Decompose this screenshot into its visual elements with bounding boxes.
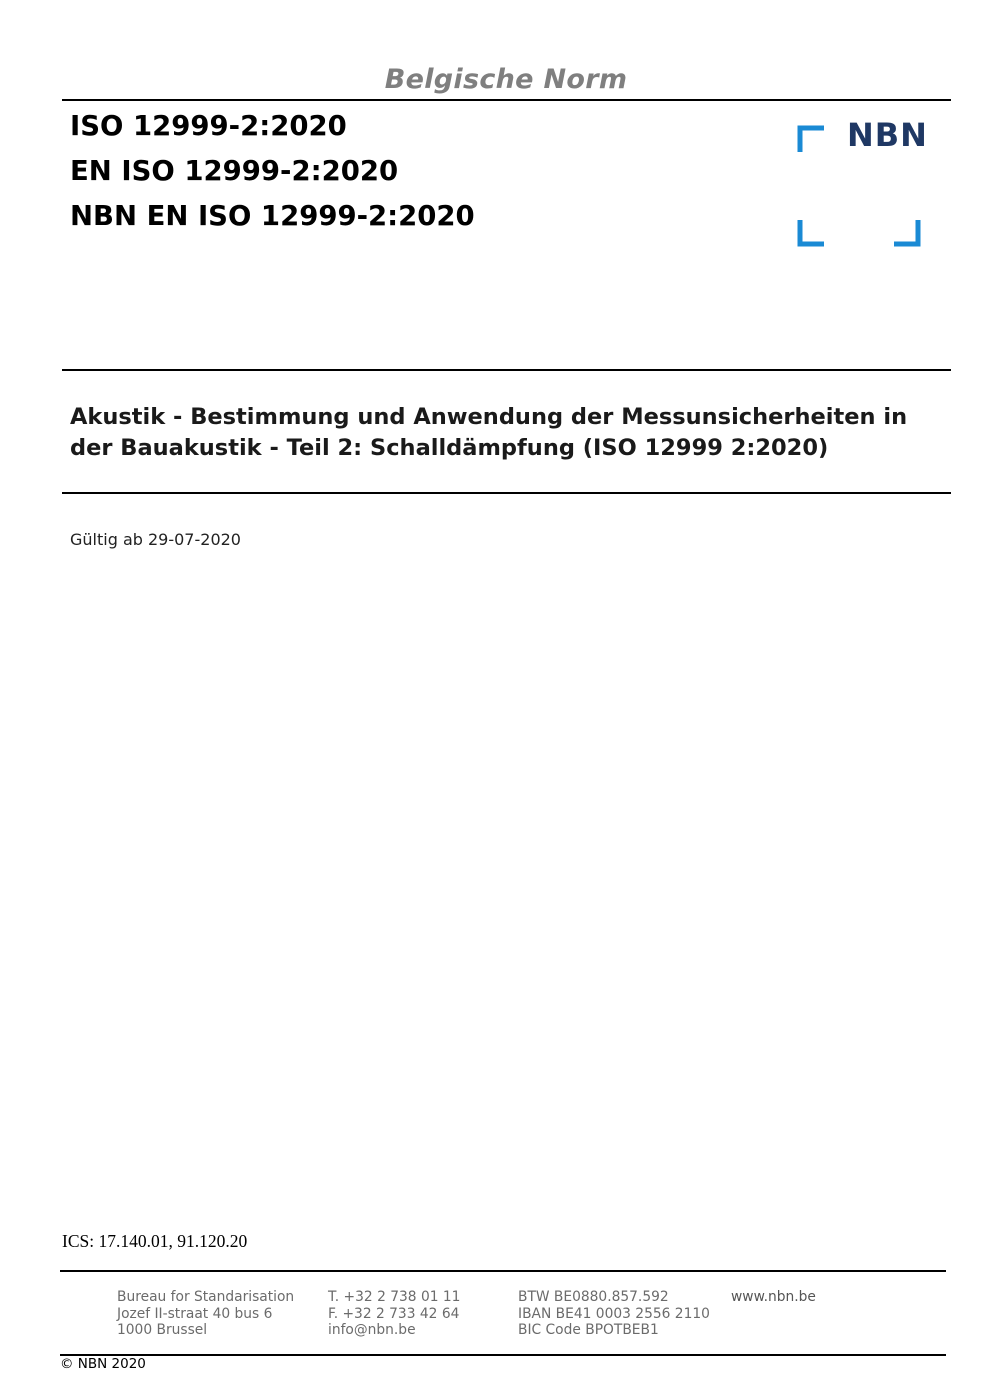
- standard-number-nbn: NBN EN ISO 12999-2:2020: [70, 200, 475, 232]
- document-type-label: Belgische Norm: [384, 64, 628, 95]
- footer-vat: BTW BE0880.857.592: [518, 1289, 669, 1305]
- header-rule: [62, 99, 951, 101]
- copyright: © NBN 2020: [60, 1356, 146, 1372]
- footer-bank: [518, 1289, 710, 1339]
- nbn-logo-text: NBN: [847, 116, 928, 154]
- footer-address-line: Jozef II-straat 40 bus 6: [117, 1305, 273, 1322]
- title-bottom-rule: [62, 492, 951, 494]
- footer-contact: [328, 1289, 460, 1339]
- footer-bic: BIC Code BPOTBEB1: [518, 1322, 659, 1338]
- footer-top-rule: [60, 1270, 946, 1272]
- ics-codes: ICS: 17.140.01, 91.120.20: [62, 1231, 248, 1251]
- footer-phone: T. +32 2 738 01 11: [328, 1289, 461, 1305]
- validity-date: Gültig ab 29-07-2020: [70, 530, 241, 549]
- footer-address: [117, 1289, 294, 1339]
- document-title-line-2: der Bauakustik - Teil 2: Schalldämpfung (ISO 12999 2:2020): [70, 435, 829, 461]
- footer-iban: IBAN BE41 0003 2556 2110: [518, 1305, 710, 1322]
- footer-fax: F. +32 2 733 42 64: [328, 1305, 460, 1322]
- footer-bottom-rule: [60, 1354, 946, 1356]
- footer-website-link[interactable]: www.nbn.be: [731, 1289, 816, 1305]
- document-title: [70, 402, 950, 464]
- document-title-line-1: Akustik - Bestimmung und Anwendung der Messunsicherheiten in: [70, 404, 908, 430]
- standard-number-en: EN ISO 12999-2:2020: [70, 155, 399, 187]
- standard-number-iso: ISO 12999-2:2020: [70, 110, 347, 142]
- title-top-rule: [62, 369, 951, 371]
- footer-email[interactable]: info@nbn.be: [328, 1322, 416, 1338]
- footer-address-line: Bureau for Standarisation: [117, 1289, 295, 1305]
- footer-address-line: 1000 Brussel: [117, 1322, 208, 1338]
